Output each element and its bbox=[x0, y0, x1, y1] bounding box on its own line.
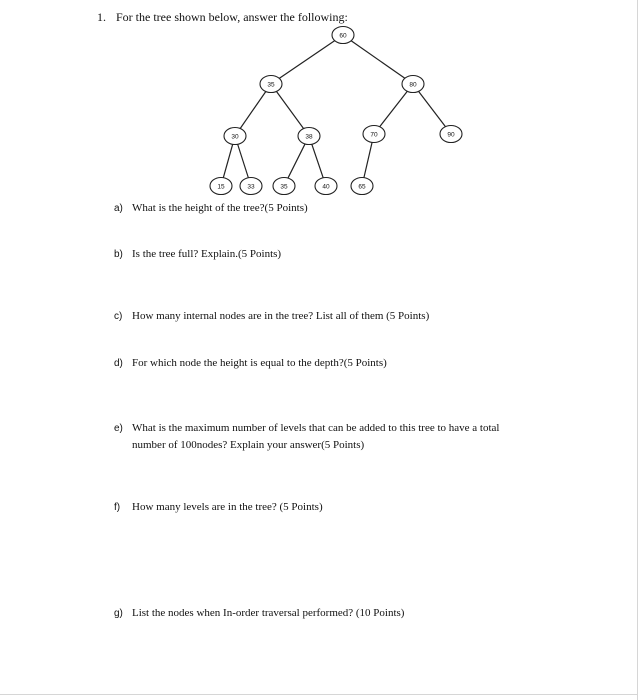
part-e-text-continued: number of 100nodes? Explain your answer(5 Points) bbox=[132, 439, 365, 451]
tree-node-label: 65 bbox=[358, 183, 366, 191]
part-d bbox=[114, 355, 387, 372]
part-a bbox=[114, 200, 308, 217]
tree-node-35 bbox=[260, 76, 282, 93]
tree-edge-30-15 bbox=[223, 144, 232, 177]
tree-edge-80-90 bbox=[419, 91, 446, 126]
tree-edge-60-35 bbox=[279, 41, 334, 79]
tree-node-60 bbox=[332, 27, 354, 44]
part-e-label: e) bbox=[114, 423, 123, 434]
tree-node-label: 33 bbox=[247, 183, 255, 191]
tree-node-30 bbox=[224, 128, 246, 145]
tree-node-38 bbox=[298, 128, 320, 145]
tree-node-label: 80 bbox=[409, 81, 417, 89]
tree-node-65 bbox=[351, 178, 373, 195]
tree-node-80 bbox=[402, 76, 424, 93]
tree-node-33 bbox=[240, 178, 262, 195]
part-f-text: How many levels are in the tree? (5 Points) bbox=[132, 501, 323, 513]
part-g bbox=[114, 605, 404, 622]
tree-node-40 bbox=[315, 178, 337, 195]
tree-edges bbox=[223, 41, 445, 178]
tree-edge-60-80 bbox=[351, 41, 405, 79]
question-number: 1. bbox=[97, 10, 106, 24]
tree-node-label: 35 bbox=[267, 81, 275, 89]
part-b-label: b) bbox=[114, 249, 123, 260]
part-a-text: What is the height of the tree?(5 Points) bbox=[132, 202, 308, 214]
tree-edge-35-38 bbox=[276, 91, 303, 128]
tree-node-label: 15 bbox=[217, 183, 225, 191]
tree-node-70 bbox=[363, 126, 385, 143]
tree-edge-70-65 bbox=[364, 142, 372, 177]
tree-edge-30-33 bbox=[238, 144, 249, 177]
part-c-label: c) bbox=[114, 311, 123, 322]
tree-node-15 bbox=[210, 178, 232, 195]
part-e bbox=[114, 420, 499, 453]
tree-node-90 bbox=[440, 126, 462, 143]
tree-node-label: 70 bbox=[370, 131, 378, 139]
part-g-text: List the nodes when In-order traversal performed? (10 Points) bbox=[132, 607, 405, 619]
part-b-text: Is the tree full? Explain.(5 Points) bbox=[132, 248, 282, 260]
part-b bbox=[114, 246, 281, 263]
part-f-label: f) bbox=[114, 502, 121, 513]
question-prompt: For the tree shown below, answer the following: bbox=[116, 10, 348, 24]
tree-node-label: 38 bbox=[305, 133, 313, 141]
tree-edge-80-70 bbox=[380, 91, 408, 126]
part-c-text: How many internal nodes are in the tree? List all of them (5 Points) bbox=[132, 310, 430, 322]
part-a-label: a) bbox=[114, 203, 123, 214]
tree-node-35b bbox=[273, 178, 295, 195]
part-e-text: What is the maximum number of levels that can be added to this tree to have a total bbox=[132, 422, 500, 434]
tree-node-label: 30 bbox=[231, 133, 239, 141]
tree-node-label: 60 bbox=[339, 32, 347, 40]
part-f bbox=[114, 499, 323, 516]
tree-edge-38-40 bbox=[312, 144, 323, 178]
part-g-label: g) bbox=[114, 608, 123, 619]
tree-edge-38-35 bbox=[288, 144, 305, 178]
tree-node-label: 90 bbox=[447, 131, 455, 139]
part-c bbox=[114, 308, 429, 325]
tree-nodes bbox=[210, 27, 462, 195]
part-d-text: For which node the height is equal to the depth?(5 Points) bbox=[132, 357, 387, 369]
part-d-label: d) bbox=[114, 358, 123, 369]
tree-node-label: 35 bbox=[280, 183, 288, 191]
tree-edge-35-30 bbox=[240, 91, 266, 128]
tree-node-label: 40 bbox=[322, 183, 330, 191]
